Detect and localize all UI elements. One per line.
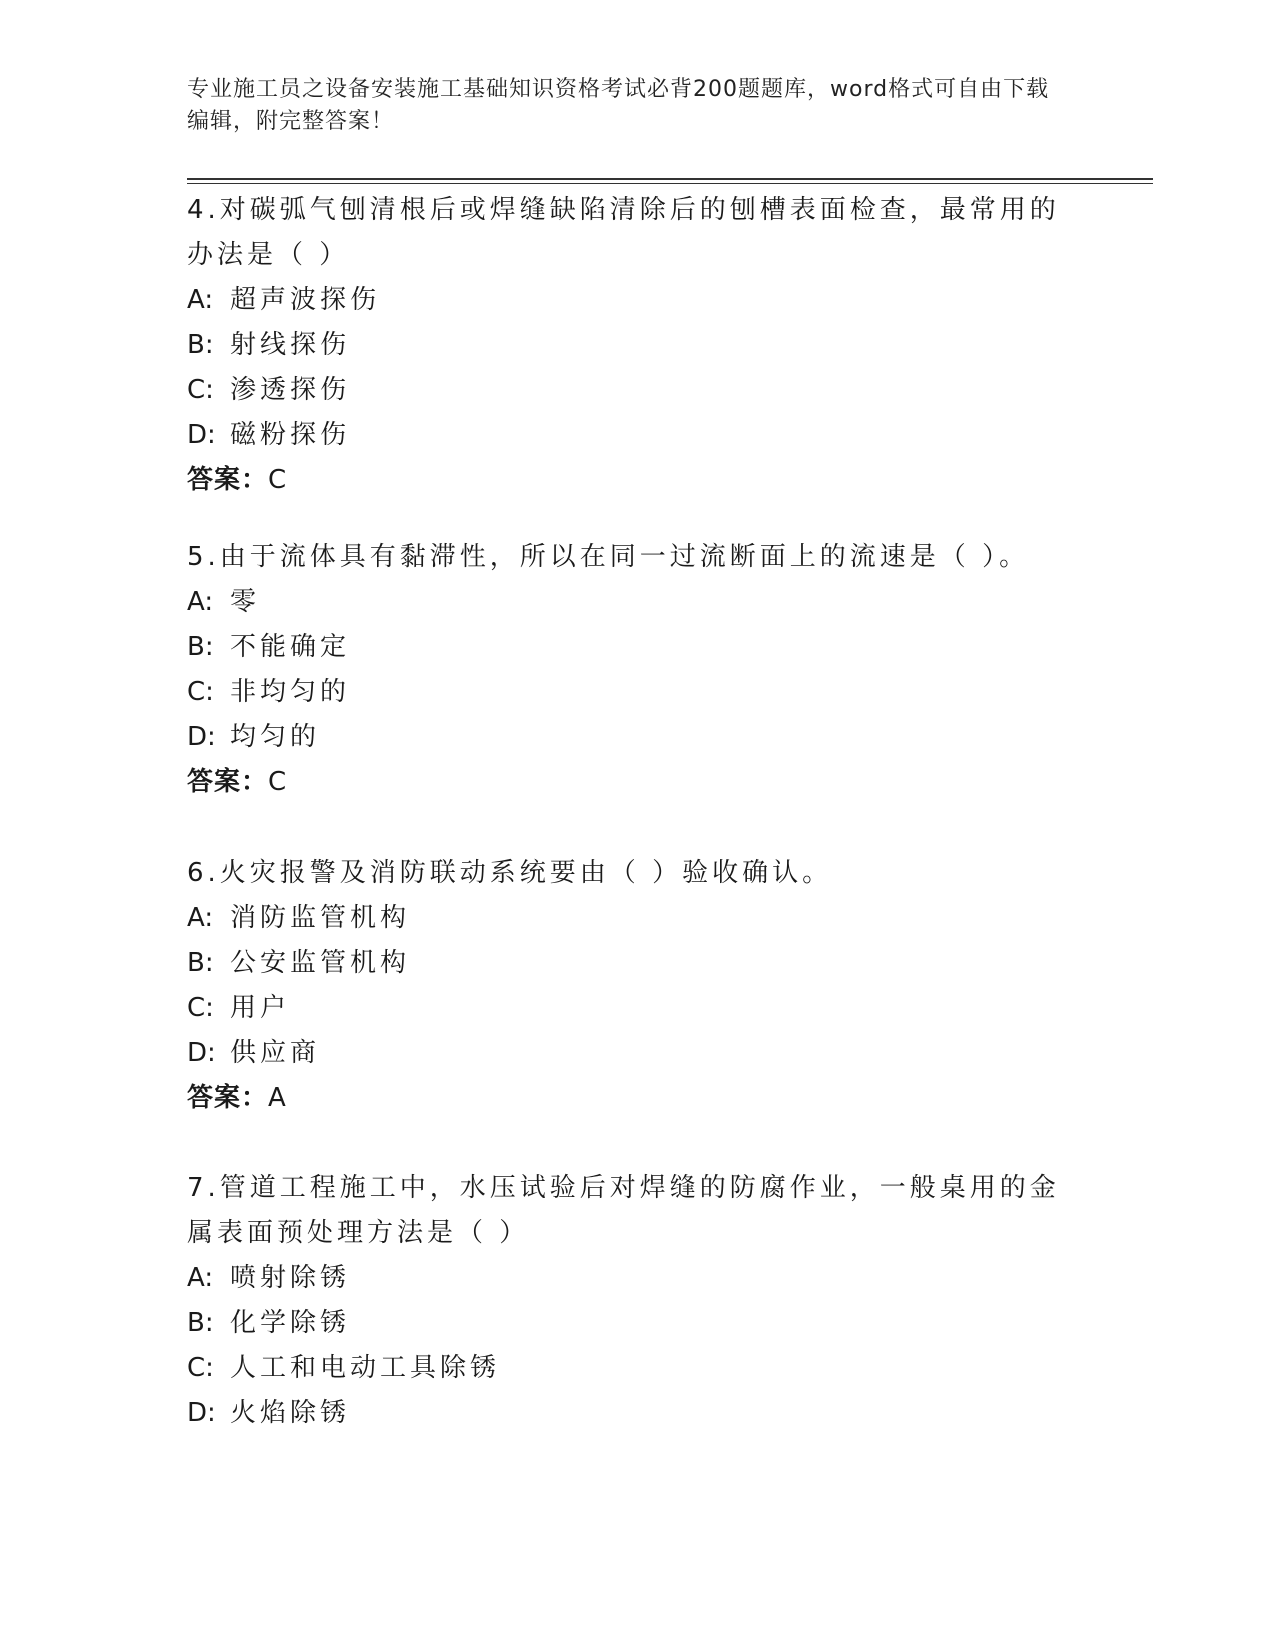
header-divider-thin (187, 183, 1153, 184)
option-d (187, 1391, 1067, 1436)
option-letter: B: (187, 1308, 214, 1338)
question-4 (187, 188, 1067, 503)
option-b (187, 1301, 1067, 1346)
option-text: 用户 (230, 993, 291, 1023)
option-letter: A: (187, 903, 214, 933)
option-letter: A: (187, 587, 214, 617)
answer-label: 答案： (187, 1083, 269, 1113)
option-text: 人工和电动工具除锈 (230, 1353, 501, 1383)
question-stem: 7.管道工程施工中，水压试验后对焊缝的防腐作业，一般桌用的金属表面预处理方法是（ ） (187, 1173, 1060, 1248)
option-text: 消防监管机构 (230, 903, 411, 933)
question-7 (187, 1166, 1067, 1436)
option-d (187, 715, 1067, 760)
option-letter: C: (187, 993, 214, 1023)
answer-value: C (268, 465, 288, 495)
option-text: 渗透探伤 (230, 375, 351, 405)
answer-line (187, 760, 1067, 805)
option-a (187, 896, 1067, 941)
option-letter: B: (187, 632, 214, 662)
option-d (187, 1031, 1067, 1076)
option-text: 火焰除锈 (230, 1398, 351, 1428)
option-letter: A: (187, 1263, 214, 1293)
option-text: 射线探伤 (230, 330, 351, 360)
question-stem: 4.对碳弧气刨清根后或焊缝缺陷清除后的刨槽表面检查，最常用的办法是（ ） (187, 195, 1060, 270)
question-stem: 6.火灾报警及消防联动系统要由（ ）验收确认。 (187, 858, 833, 888)
question-5 (187, 535, 1067, 805)
answer-label: 答案： (187, 767, 269, 797)
answer-label: 答案： (187, 465, 269, 495)
option-a (187, 580, 1067, 625)
document-header: 专业施工员之设备安装施工基础知识资格考试必背200题题库，word格式可自由下载编辑，附完整答案！ (187, 77, 1050, 134)
option-text: 零 (230, 587, 261, 617)
option-letter: C: (187, 677, 214, 707)
option-text: 化学除锈 (230, 1308, 351, 1338)
option-text: 公安监管机构 (230, 948, 411, 978)
option-b (187, 941, 1067, 986)
option-c (187, 1346, 1067, 1391)
question-6 (187, 851, 1067, 1121)
option-letter: B: (187, 948, 214, 978)
answer-value: C (268, 767, 288, 797)
option-letter: B: (187, 330, 214, 360)
option-letter: D: (187, 722, 216, 752)
option-letter: C: (187, 375, 214, 405)
option-letter: D: (187, 1038, 216, 1068)
option-text: 不能确定 (230, 632, 351, 662)
answer-line (187, 458, 1067, 503)
answer-line (187, 1076, 1067, 1121)
option-b (187, 625, 1067, 670)
option-letter: D: (187, 1398, 216, 1428)
option-text: 供应商 (230, 1038, 321, 1068)
option-text: 超声波探伤 (230, 285, 381, 315)
answer-value: A (268, 1083, 287, 1113)
option-text: 喷射除锈 (230, 1263, 351, 1293)
option-text: 非均匀的 (230, 677, 351, 707)
option-c (187, 986, 1067, 1031)
option-c (187, 670, 1067, 715)
option-letter: C: (187, 1353, 214, 1383)
option-letter: A: (187, 285, 214, 315)
question-stem: 5.由于流体具有黏滞性，所以在同一过流断面上的流速是（ ）。 (187, 542, 1030, 572)
option-d (187, 413, 1067, 458)
option-text: 均匀的 (230, 722, 321, 752)
option-b (187, 323, 1067, 368)
option-text: 磁粉探伤 (230, 420, 351, 450)
header-divider-thick (187, 178, 1153, 180)
option-c (187, 368, 1067, 413)
option-letter: D: (187, 420, 216, 450)
option-a (187, 1256, 1067, 1301)
option-a (187, 278, 1067, 323)
